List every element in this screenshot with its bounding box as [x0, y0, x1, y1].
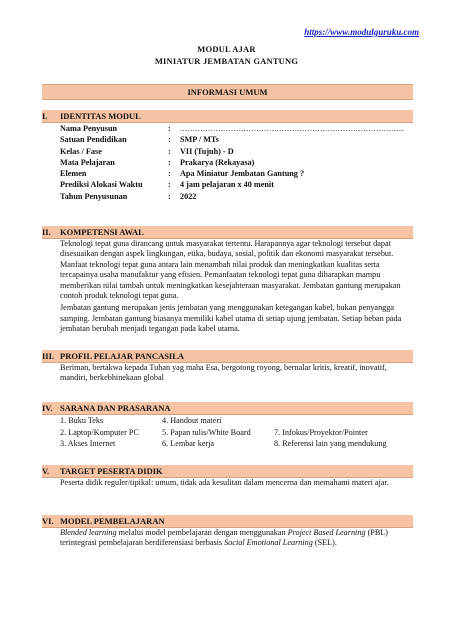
section-header: [42, 515, 413, 528]
section-header: [42, 350, 413, 363]
section-number: IV.: [42, 403, 53, 413]
section-sarana: [42, 402, 413, 450]
text-span: melalui model pembelajaran dengan menggunakan: [116, 528, 288, 537]
section-body: [60, 239, 413, 335]
text-span: (PBL) terintegrasi pembelajaran berdiferensiasi berbasis: [60, 528, 389, 548]
colon: :: [168, 191, 171, 201]
section-header: [42, 226, 413, 239]
identitas-value: Prakarya (Rekayasa): [180, 157, 255, 167]
text-span: (SEL).: [312, 538, 337, 548]
section-body: [60, 478, 413, 488]
paragraph: Peserta didik reguler/tipikal: umum, tidak ada kesulitan dalam mencerna dan memahami materi ajar.: [60, 478, 389, 487]
table-row: [60, 157, 404, 168]
section-kompetensi: [42, 226, 413, 337]
table-row: [60, 191, 404, 202]
list-item: 6. Lembar kerja: [162, 439, 215, 448]
title-line-1: MODUL AJAR: [197, 44, 256, 54]
term-blended-learning: Blended learning: [60, 528, 117, 537]
section-header: [42, 465, 413, 478]
identitas-value: 2022: [180, 191, 197, 201]
section-body: [60, 363, 413, 384]
list-item: 7. Infokus/Proyektor/Pointer: [274, 427, 368, 437]
info-umum-banner: INFORMASI UMUM: [42, 84, 413, 100]
list-item: 2. Laptop/Komputer PC: [60, 427, 139, 437]
identitas-value: ........................................................................................: [180, 124, 405, 133]
section-header: [42, 402, 413, 415]
section-header: [42, 110, 413, 123]
identitas-value: SMP / MTs: [180, 135, 219, 145]
section-model: [42, 515, 413, 551]
table-row: [60, 168, 404, 179]
colon: :: [168, 157, 171, 167]
section-title: TARGET PESERTA DIDIK: [60, 466, 163, 476]
table-row: [60, 179, 404, 190]
table-row: [60, 134, 404, 145]
colon: :: [168, 180, 171, 190]
section-number: V.: [42, 466, 50, 476]
section-identitas: [42, 110, 413, 202]
section-body: [60, 528, 413, 549]
table-row: [60, 427, 387, 439]
identitas-key: Kelas / Fase: [60, 146, 102, 156]
colon: :: [168, 135, 171, 145]
table-row: [60, 438, 387, 450]
term-project-based-learning: Project Based Learning: [287, 528, 366, 537]
section-title: KOMPETENSI AWAL: [60, 227, 144, 237]
section-number: I.: [42, 111, 48, 121]
paragraph: Jembatan gantung merupakan jenis jembatan yang menggunakan ketegangan kabel, bukan penyangga samping. Jembatan gantung biasanya memiliki kabel utama di setiap ujung jembatan. Setiap beban pada jembatan berubah menjadi tegangan pada kabel utama.: [60, 303, 402, 334]
colon: :: [168, 124, 171, 133]
document-title: [0, 43, 453, 67]
title-line-2: MINIATUR JEMBATAN GANTUNG: [154, 56, 299, 66]
section-number: II.: [42, 227, 51, 237]
sarana-table: [60, 415, 387, 450]
identitas-key: Mata Pelajaran: [60, 157, 115, 167]
list-item: 5. Papan tulis/White Board: [162, 427, 251, 437]
identitas-value: 4 jam pelajaran x 40 menit: [180, 180, 274, 190]
paragraph: Beriman, bertakwa kepada Tuhan yag maha Esa, bergotong royong, bernalar kritis, kreatif, inovatif, mandiri, berkebhinekaan global: [60, 363, 387, 383]
section-title: IDENTITAS MODUL: [60, 111, 141, 121]
list-item: 1. Buku Teks: [60, 416, 104, 425]
section-number: III.: [42, 351, 55, 361]
section-profil: [42, 350, 413, 386]
section-target: [42, 465, 413, 490]
term-social-emotional-learning: Social Emotional Learning: [224, 538, 313, 548]
identitas-key: Satuan Pendidikan: [60, 135, 127, 145]
table-row: [60, 146, 404, 157]
list-item: [274, 415, 387, 427]
table-row: [60, 123, 404, 134]
list-item: 4. Handout materi: [162, 416, 222, 425]
identitas-key: Nama Penyusun: [60, 124, 118, 133]
section-title: SARANA DAN PRASARANA: [60, 403, 171, 413]
identitas-table: [60, 123, 404, 202]
identitas-key: Prediksi Alokasi Waktu: [60, 180, 143, 190]
website-link[interactable]: https://www.modulguruku.com: [304, 27, 419, 37]
list-item: 3. Akses Internet: [60, 439, 116, 448]
colon: :: [168, 169, 171, 179]
table-row: [60, 415, 387, 427]
identitas-key: Elemen: [60, 169, 87, 179]
list-item: 8. Referensi lain yang mendukung: [274, 439, 387, 448]
colon: :: [168, 146, 171, 156]
section-title: PROFIL PELAJAR PANCASILA: [60, 351, 185, 361]
paragraph: [60, 528, 413, 549]
identitas-key: Tahun Penyusunan: [60, 191, 128, 201]
section-number: VI.: [42, 516, 54, 526]
identitas-value: Apa Miniatur Jembatan Gantung ?: [180, 169, 305, 179]
paragraph: Teknologi tepat guna dirancang untuk masyarakat tertentu. Harapannya agar teknologi tersebut dapat disesuaikan dengan aspek lingkungan, etika, budaya, sosial, politik dan ekonomi masyarakat tersebut. Manfaat teknologi tepat guna antara lain menambah nilai produk dan meningkatkan kualitas serta tercapainya usaha manufaktur yang efisien. Pemanfaatan teknologi tepat guna diharapkan mampu memberikan nilai tambah untuk meningkatkan kesejahteraan masyarakat. Jembatan gantung merupakan contoh produk teknologi tepat guna.: [60, 239, 401, 301]
identitas-value: VII (Tujuh) - D: [180, 146, 234, 156]
section-title: MODEL PEMBELAJARAN: [60, 516, 165, 526]
